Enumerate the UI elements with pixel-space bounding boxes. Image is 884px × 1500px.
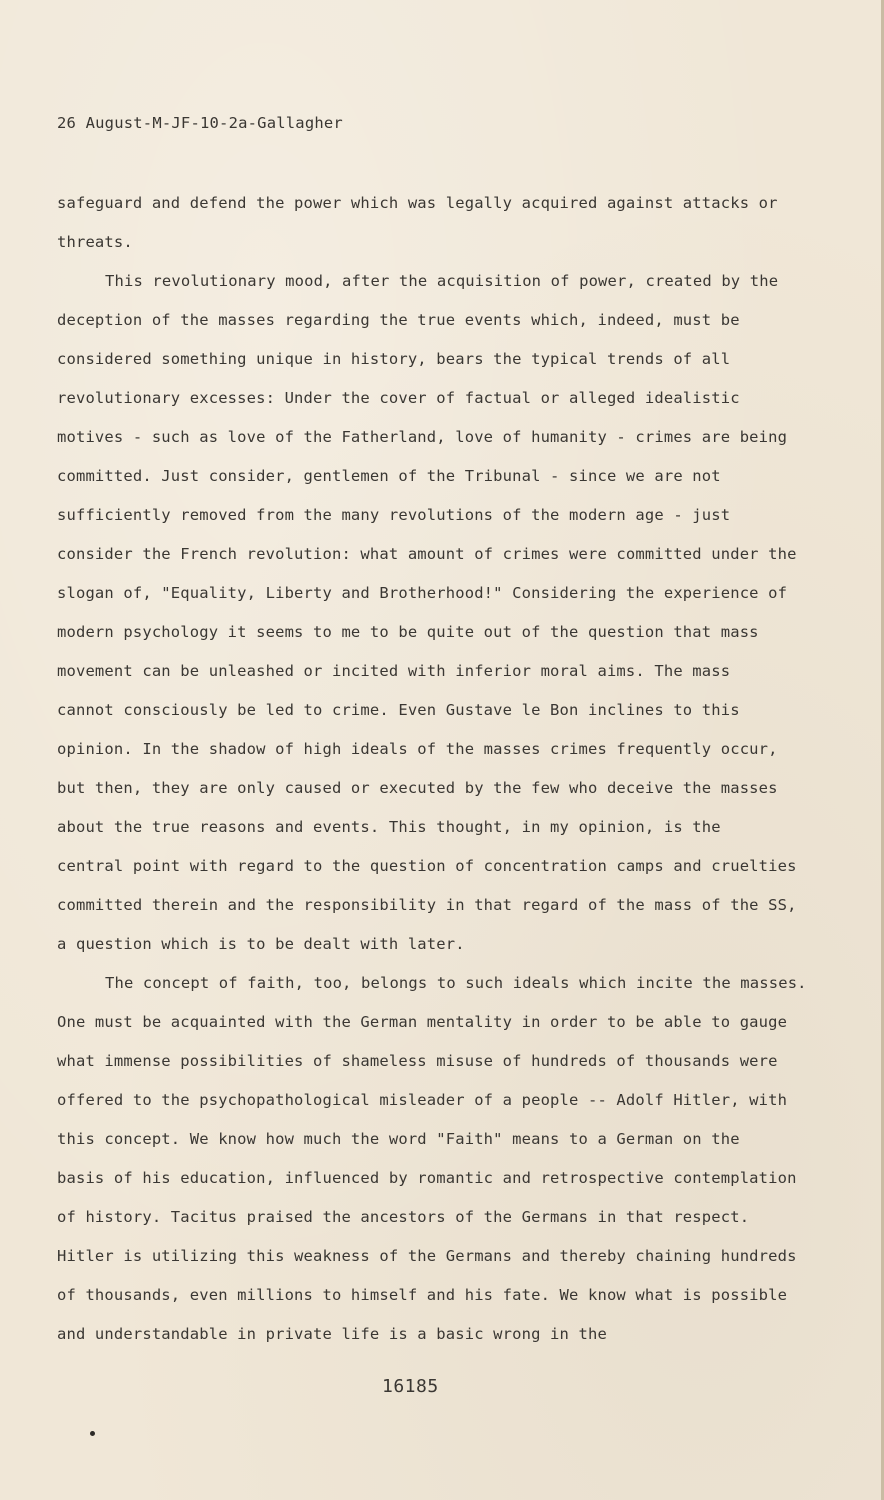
text-line: threats. [57,233,133,251]
text-line: committed therein and the responsibility in that regard of the mass of the SS, [57,896,797,914]
text-line: modern psychology it seems to me to be quite out of the question that mass [57,623,759,641]
text-line: cannot consciously be led to crime. Even Gustave le Bon inclines to this [57,701,740,719]
text-line: offered to the psychopathological misleader of a people -- Adolf Hitler, with [57,1091,788,1109]
text-line: about the true reasons and events. This thought, in my opinion, is the [57,818,721,836]
text-line: a question which is to be dealt with later. [57,935,465,953]
document-body-text [57,190,837,1360]
document-reference-header: 26 August-M-JF-10-2a-Gallagher [57,114,343,132]
text-line: of thousands, even millions to himself and his fate. We know what is possible [57,1286,788,1304]
text-line: movement can be unleashed or incited with inferior moral aims. The mass [57,662,731,680]
text-line: The concept of faith, too, belongs to such ideals which incite the masses. [105,974,807,992]
text-line: of history. Tacitus praised the ancestors of the Germans in that respect. [57,1208,750,1226]
text-line: revolutionary excesses: Under the cover of factual or alleged idealistic [57,389,740,407]
text-line: sufficiently removed from the many revolutions of the modern age - just [57,506,731,524]
text-line: committed. Just consider, gentlemen of the Tribunal - since we are not [57,467,721,485]
text-line: One must be acquainted with the German mentality in order to be able to gauge [57,1013,788,1031]
text-line: and understandable in private life is a basic wrong in the [57,1325,607,1343]
page-number: 16185 [382,1376,439,1397]
text-line: what immense possibilities of shameless misuse of hundreds of thousands were [57,1052,778,1070]
text-line: this concept. We know how much the word "Faith" means to a German on the [57,1130,740,1148]
text-line: considered something unique in history, bears the typical trends of all [57,350,731,368]
text-line: This revolutionary mood, after the acquisition of power, created by the [105,272,779,290]
text-line: basis of his education, influenced by romantic and retrospective contemplation [57,1169,797,1187]
text-line: safeguard and defend the power which was legally acquired against attacks or [57,194,778,212]
text-line: motives - such as love of the Fatherland, love of humanity - crimes are being [57,428,788,446]
text-line: deception of the masses regarding the true events which, indeed, must be [57,311,740,329]
text-line: slogan of, "Equality, Liberty and Brotherhood!" Considering the experience of [57,584,788,602]
ink-mark [90,1431,95,1436]
text-line: but then, they are only caused or executed by the few who deceive the masses [57,779,778,797]
text-line: consider the French revolution: what amount of crimes were committed under the [57,545,797,563]
text-line: Hitler is utilizing this weakness of the Germans and thereby chaining hundreds [57,1247,797,1265]
text-line: central point with regard to the question of concentration camps and cruelties [57,857,797,875]
text-line: opinion. In the shadow of high ideals of the masses crimes frequently occur, [57,740,778,758]
